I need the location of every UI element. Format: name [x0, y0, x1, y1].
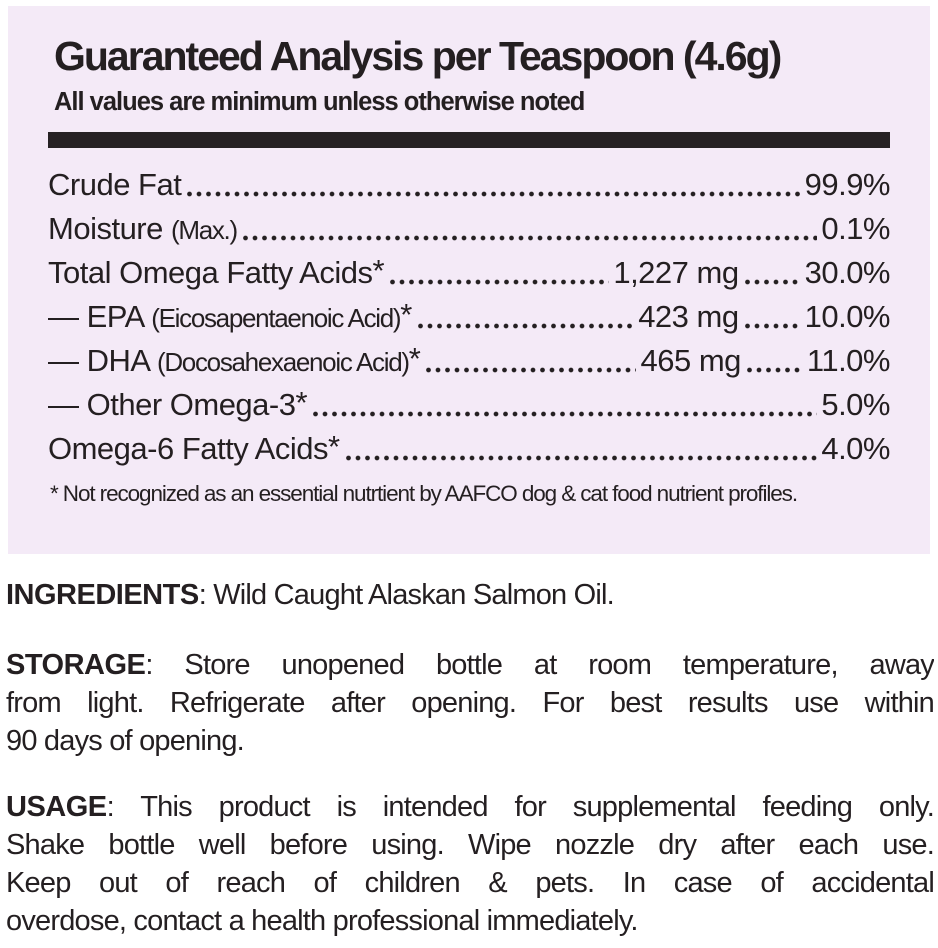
row-percent: 10.0%: [804, 299, 890, 335]
row-label-text: Crude Fat: [48, 167, 182, 203]
row-asterisk: *: [372, 253, 385, 289]
usage-line: [6, 788, 934, 826]
storage-line: from light. Refrigerate after opening. For best results use within: [6, 687, 934, 719]
row-percent: 11.0%: [806, 343, 890, 379]
guaranteed-analysis-panel: [8, 6, 930, 554]
analysis-row-omega6: [48, 427, 890, 471]
leader-dots: [388, 277, 609, 287]
row-mg-amount: 423 mg: [638, 299, 739, 335]
row-label: [48, 383, 307, 428]
analysis-rows: [48, 163, 890, 471]
row-asterisk: *: [400, 297, 412, 333]
usage-lead: USAGE: [6, 791, 107, 823]
analysis-row-epa: [48, 295, 890, 339]
leader-dots: [743, 277, 801, 287]
row-label-text: Total Omega Fatty Acids: [48, 255, 373, 291]
leader-dots: [424, 365, 636, 375]
ingredients-lead: INGREDIENTS: [6, 579, 199, 611]
ingredients-text: : Wild Caught Alaskan Salmon Oil.: [198, 579, 614, 611]
row-label: [48, 251, 384, 296]
usage-text: : This product is intended for supplemental feeding only.: [106, 791, 934, 823]
storage-line: [6, 646, 934, 684]
leader-dots: [416, 321, 634, 331]
analysis-row-moisture: [48, 207, 890, 251]
row-mg-amount: 1,227 mg: [613, 255, 739, 291]
row-mg-amount: 465 mg: [640, 343, 741, 379]
leader-dots: [745, 365, 803, 375]
row-label-text: Omega-6 Fatty Acids: [48, 431, 328, 467]
aafco-footnote: * Not recognized as an essential nutrtient by AAFCO dog & cat food nutrient profiles.: [50, 481, 797, 507]
row-label: [48, 427, 340, 472]
analysis-row-crude-fat: [48, 163, 890, 207]
leader-dots: [311, 409, 817, 419]
leader-dots: [185, 189, 800, 199]
row-label-text: — Other Omega-3: [48, 387, 296, 423]
divider-bar: [48, 132, 890, 148]
storage-line: 90 days of opening.: [6, 725, 244, 757]
usage-line: Keep out of reach of children & pets. In case of accidental: [6, 867, 934, 899]
analysis-row-dha: [48, 339, 890, 383]
leader-dots: [743, 321, 801, 331]
row-percent: 0.1%: [821, 211, 890, 247]
row-percent: 30.0%: [804, 255, 890, 291]
row-label-text: — DHA: [48, 343, 157, 379]
panel-title: Guaranteed Analysis per Teaspoon (4.6g): [54, 33, 781, 79]
row-label-text: Moisture: [48, 211, 171, 247]
info-sections: [6, 576, 934, 940]
row-label-note: (Eicosapentaenoic Acid): [151, 303, 401, 334]
usage-line: Shake bottle well before using. Wipe nozzle dry after each use.: [6, 829, 934, 861]
analysis-row-other-omega3: [48, 383, 890, 427]
storage-text: : Store unopened bottle at room temperature, away: [145, 649, 934, 681]
row-percent: 4.0%: [821, 431, 890, 467]
row-percent: 5.0%: [821, 387, 890, 423]
leader-dots: [344, 453, 818, 463]
row-label-note: (Docosahexaenoic Acid): [156, 347, 409, 378]
row-asterisk: *: [295, 385, 308, 421]
row-label: [48, 207, 237, 252]
row-label-text: — EPA: [48, 299, 152, 335]
row-label: [48, 339, 420, 384]
row-label: [48, 163, 181, 208]
row-label: [48, 295, 412, 340]
panel-subtitle: All values are minimum unless otherwise noted: [54, 88, 585, 117]
row-asterisk: *: [327, 429, 340, 465]
storage-lead: STORAGE: [6, 649, 146, 681]
row-label-note: (Max.): [170, 215, 237, 246]
ingredients-section: [6, 576, 934, 614]
leader-dots: [241, 233, 817, 243]
analysis-row-total-omega: [48, 251, 890, 295]
storage-section: [6, 646, 934, 760]
usage-section: [6, 788, 934, 940]
row-percent: 99.9%: [804, 167, 890, 203]
usage-line: overdose, contact a health professional immediately.: [6, 905, 638, 937]
row-asterisk: *: [408, 341, 421, 377]
